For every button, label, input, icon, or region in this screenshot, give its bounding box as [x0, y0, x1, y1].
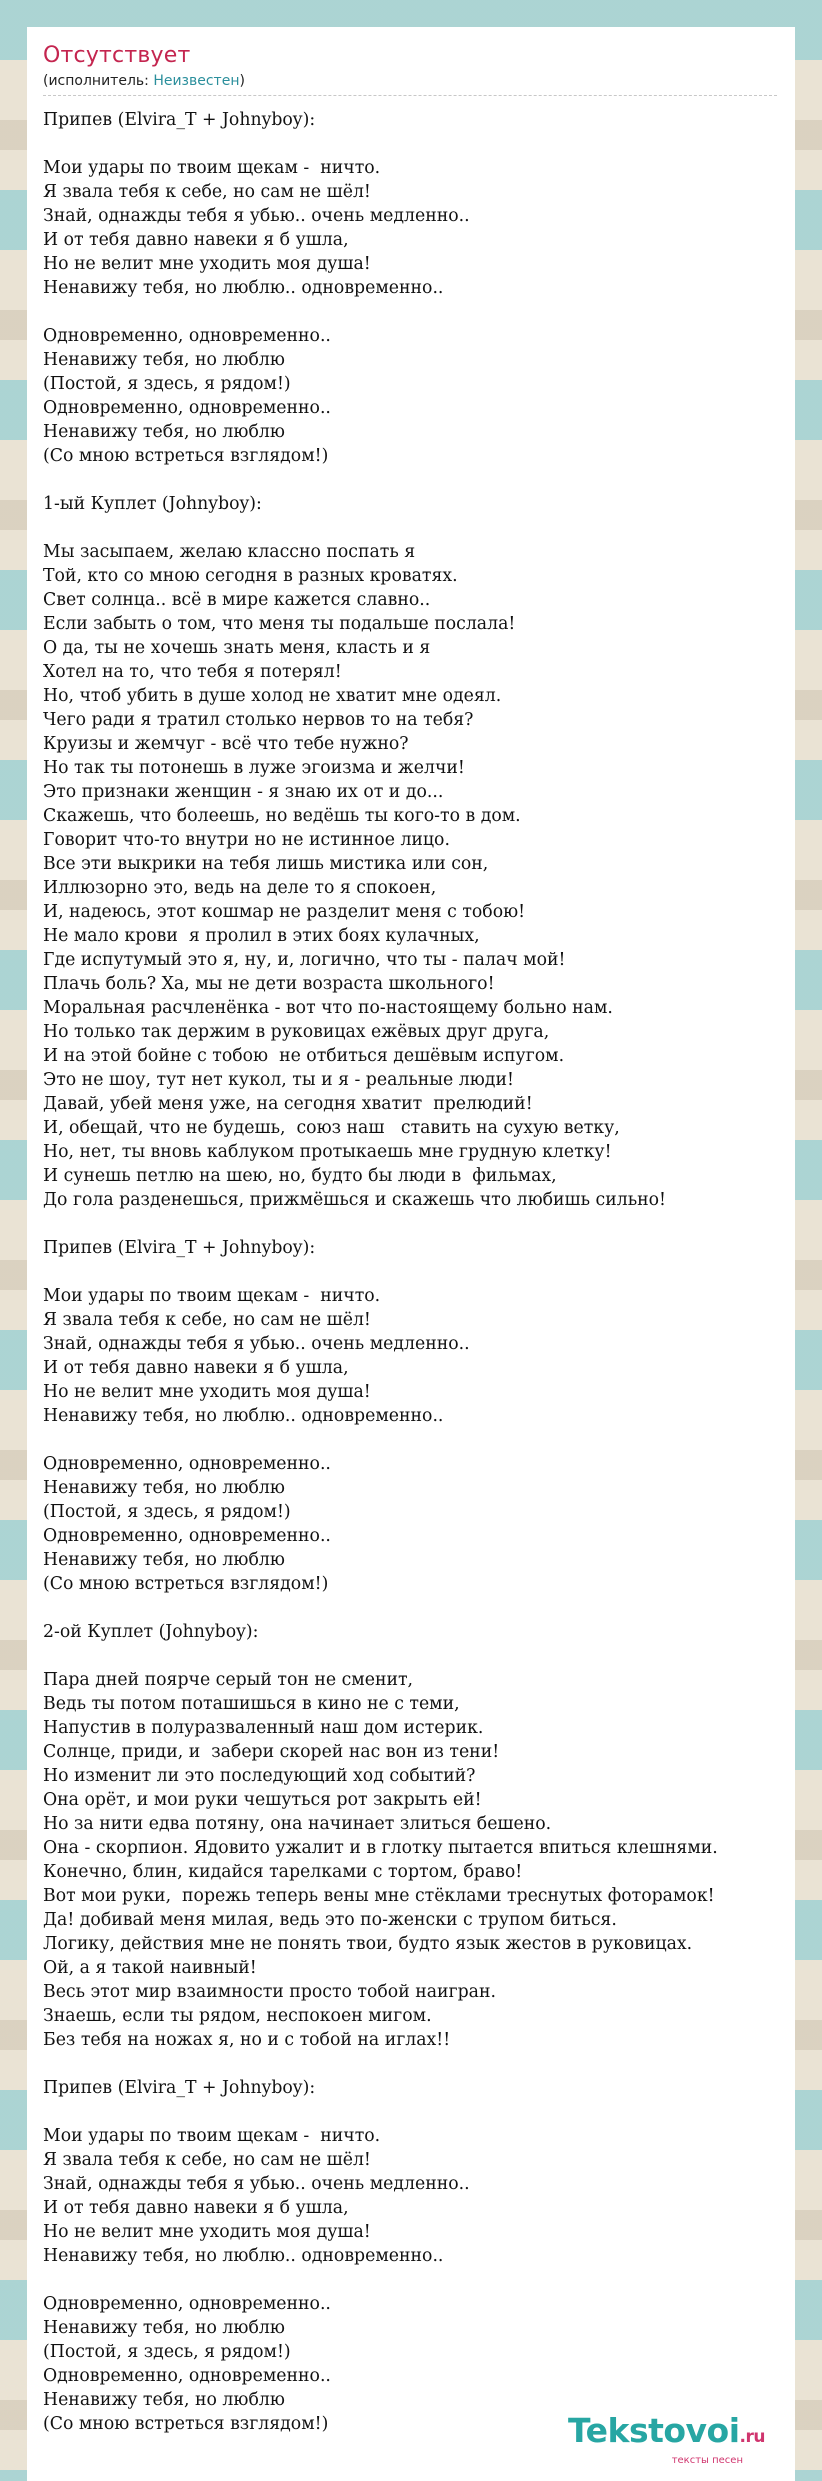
- logo-tagline: тексты песен: [671, 2455, 743, 2466]
- song-title: Отсутствует: [43, 43, 191, 68]
- artist-prefix: (исполнитель:: [43, 73, 154, 89]
- site-logo[interactable]: [568, 2413, 765, 2467]
- artist-line: [43, 71, 777, 96]
- artist-suffix: ): [239, 73, 245, 89]
- logo-name: Tekstovoi: [568, 2411, 740, 2450]
- lyrics-page: [27, 27, 795, 2481]
- logo-wordmark: [568, 2413, 765, 2455]
- artist-link[interactable]: Неизвестен: [153, 73, 240, 89]
- lyrics-text: Припев (Elvira_T + Johnyboy): Мои удары по твоим щекам - ничто. Я звала тебя к себе, но сам не шёл! Знай, однажды тебя я убью.. очень медленно.. И от тебя давно навеки я б ушла, Но не велит мне уходить моя душа! Ненавижу тебя, но люблю.. одновременно.. Одновременно, одновременно.. Ненавижу тебя, но люблю (Постой, я здесь, я рядом!) Одновременно, одновременно.. Ненавижу тебя, но люблю (Со мною встреться взглядом!) 1-ый Куплет (Johnyboy): Мы засыпаем, желаю классно поспать я Той, кто со мною сегодня в разных кроватях. Свет солнца.. всё в мире кажется славно.. Если забыть о том, что меня ты подальше послала! О да, ты не хочешь знать меня, класть и я Хотел на то, что тебя я потерял! Но, чтоб убить в душе холод не хватит мне одеял. Чего ради я тратил столько нервов то на тебя? Круизы и жемчуг - всё что тебе нужно? Но так ты потонешь в луже эгоизма и желчи! Это признаки женщин - я знаю их от и до... Скажешь, что болеешь, но ведёшь ты кого-то в дом. Говорит что-то внутри но не истинное лицо. Все эти выкрики на тебя лишь мистика или сон, Иллюзорно это, ведь на деле то я спокоен, И, надеюсь, этот кошмар не разделит меня с тобою! Не мало крови я пролил в этих боях кулачных, Где испутумый это я, ну, и, логично, что ты - палач мой! Плачь боль? Ха, мы не дети возраста школьного! Моральная расчленёнка - вот что по-настоящему больно нам. Но только так держим в руковицах ежёвых друг друга, И на этой бойне с тобою не отбиться дешёвым испугом. Это не шоу, тут нет кукол, ты и я - реальные люди! Давай, убей меня уже, на сегодня хватит прелюдий! И, обещай, что не будешь, союз наш ставить на сухую ветку, Но, нет, ты вновь каблуком протыкаешь мне грудную клетку! И сунешь петлю на шею, но, будто бы люди в фильмах, До гола разденешься, прижмёшься и скажешь что любишь сильно! Припев (Elvira_T + Johnyboy): Мои удары по твоим щекам - ничто. Я звала тебя к себе, но сам не шёл! Знай, однажды тебя я убью.. очень медленно.. И от тебя давно навеки я б ушла, Но не велит мне уходить моя душа! Ненавижу тебя, но люблю.. одновременно.. Одновременно, одновременно.. Ненавижу тебя, но люблю (Постой, я здесь, я рядом!) Одновременно, одновременно.. Ненавижу тебя, но люблю (Со мною встреться взглядом!) 2-ой Куплет (Johnyboy): Пара дней поярче серый тон не сменит, Ведь ты потом поташишься в кино не с теми, Напустив в полуразваленный наш дом истерик. Солнце, приди, и забери скорей нас вон из тени! Но изменит ли это последующий ход событий? Она орёт, и мои руки чешуться рот закрыть ей! Но за нити едва потяну, она начинает злиться бешено. Она - скорпион. Ядовито ужалит и в глотку пытается впиться клешнями. Конечно, блин, кидайся тарелками с тортом, браво! Вот мои руки, порежь теперь вены мне стёклами треснутых фоторамок! Да! добивай меня милая, ведь это по-женски с трупом биться. Логику, действия мне не понять твои, будто язык жестов в руковицах. Ой, а я такой наивный! Весь этот мир взаимности просто тобой наигран. Знаешь, если ты рядом, неспокоен мигом. Без тебя на ножах я, но и с тобой на иглах!! Припев (Elvira_T + Johnyboy): Мои удары по твоим щекам - ничто. Я звала тебя к себе, но сам не шёл! Знай, однажды тебя я убью.. очень медленно.. И от тебя давно навеки я б ушла, Но не велит мне уходить моя душа! Ненавижу тебя, но люблю.. одновременно.. Одновременно, одновременно.. Ненавижу тебя, но люблю (Постой, я здесь, я рядом!) Одновременно, одновременно.. Ненавижу тебя, но люблю (Со мною встреться взглядом!): [43, 110, 718, 2434]
- logo-tld: .ru: [739, 2427, 765, 2447]
